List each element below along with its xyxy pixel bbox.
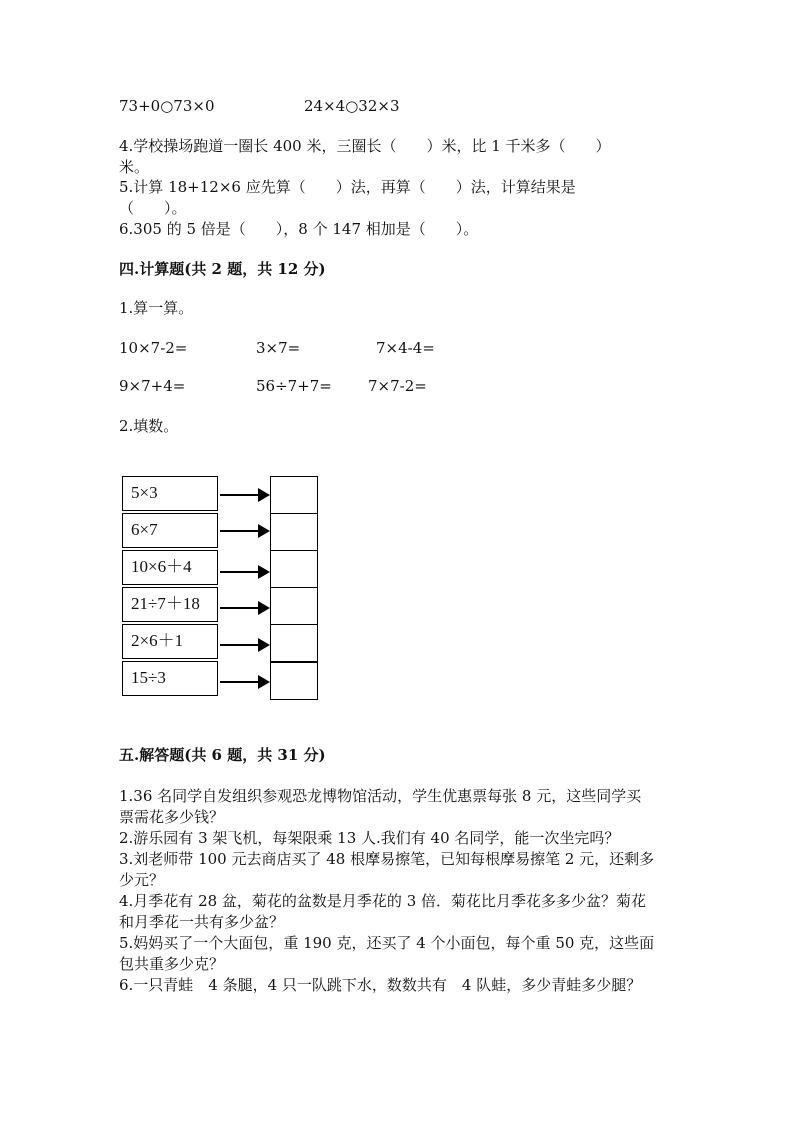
answer-box[interactable] <box>270 587 318 625</box>
question-line: 2.游乐园有 3 架飞机，每架限乘 13 人.我们有 40 名同学，能一次坐完吗？ <box>119 829 620 847</box>
right-arrow-icon <box>220 601 270 615</box>
question-line: 和月季花一共有多少盆？ <box>119 913 285 931</box>
question-line: 5.计算 18+12×6 应先算（ ）法，再算（ ）法，计算结果是 <box>119 178 576 196</box>
right-arrow-icon <box>220 675 270 689</box>
question-line: 6.305 的 5 倍是（ ），8 个 147 相加是（ ）。 <box>119 220 479 238</box>
question-line: 4.月季花有 28 盆，菊花的盆数是月季花的 3 倍．菊花比月季花多多少盆？菊花 <box>119 892 647 910</box>
calc-item: 56÷7+7= <box>256 377 332 395</box>
expression-box: 6×7 <box>122 513 218 548</box>
fill-number-question-label: 2.填数。 <box>119 417 179 435</box>
calc-question-1-label: 1.算一算。 <box>119 299 194 317</box>
question-line: （ ）。 <box>119 199 187 217</box>
fill-question-6 <box>119 219 679 240</box>
question-line: 米。 <box>119 158 150 176</box>
question-line: 5.妈妈买了一个大面包，重 190 克，还买了 4 个小面包，每个重 50 克，这些面 <box>119 934 655 952</box>
fill-question-5 <box>119 177 679 219</box>
answer-box[interactable] <box>270 624 318 662</box>
word-problem-2 <box>119 828 679 849</box>
question-line: 包共重多少克？ <box>119 955 225 973</box>
answer-box[interactable] <box>270 513 318 551</box>
expression-box: 2×6＋1 <box>122 624 218 659</box>
right-arrow-icon <box>220 638 270 652</box>
answer-box[interactable] <box>270 550 318 588</box>
question-line: 1.36 名同学自发组织参观恐龙博物馆活动，学生优惠票每张 8 元，这些同学买 <box>119 787 642 805</box>
answer-box[interactable] <box>270 662 318 700</box>
fill-question-4 <box>119 136 679 178</box>
question-line: 6.一只青蛙 4 条腿，4 只一队跳下水，数数共有 4 队蛙，多少青蛙多少腿？ <box>119 976 642 994</box>
section-4-title: 四.计算题(共 2 题，共 12 分) <box>119 260 326 278</box>
word-problem-6 <box>119 975 679 996</box>
right-arrow-icon <box>220 488 270 502</box>
expression-box: 5×3 <box>122 476 218 511</box>
word-problem-1 <box>119 786 679 828</box>
expression-box: 15÷3 <box>122 661 218 696</box>
question-line: 4.学校操场跑道一圈长 400 米，三圈长（ ）米，比 1 千米多（ ） <box>119 137 611 155</box>
calc-item: 10×7-2= <box>119 339 188 357</box>
section-5-title: 五.解答题(共 6 题，共 31 分) <box>119 746 326 764</box>
fill-number-diagram <box>122 476 322 702</box>
question-line: 少元？ <box>119 871 165 889</box>
question-line: 3.刘老师带 100 元去商店买了 48 根摩易擦笔，已知每根摩易擦笔 2 元，还剩多 <box>119 850 655 868</box>
compare-expression-b: 24×4○32×3 <box>304 97 400 115</box>
calc-item: 9×7+4= <box>119 377 186 395</box>
calc-item: 7×7-2= <box>368 377 427 395</box>
expression-box: 21÷7＋18 <box>122 587 218 622</box>
answer-box[interactable] <box>270 476 318 514</box>
calc-item: 7×4-4= <box>376 339 435 357</box>
calc-item: 3×7= <box>256 339 301 357</box>
word-problem-4 <box>119 891 679 933</box>
right-arrow-icon <box>220 565 270 579</box>
compare-expression-a: 73+0○73×0 <box>119 97 215 115</box>
word-problem-5 <box>119 933 679 975</box>
word-problem-3 <box>119 849 679 891</box>
right-arrow-icon <box>220 524 270 538</box>
question-line: 票需花多少钱？ <box>119 808 225 826</box>
expression-box: 10×6＋4 <box>122 550 218 585</box>
